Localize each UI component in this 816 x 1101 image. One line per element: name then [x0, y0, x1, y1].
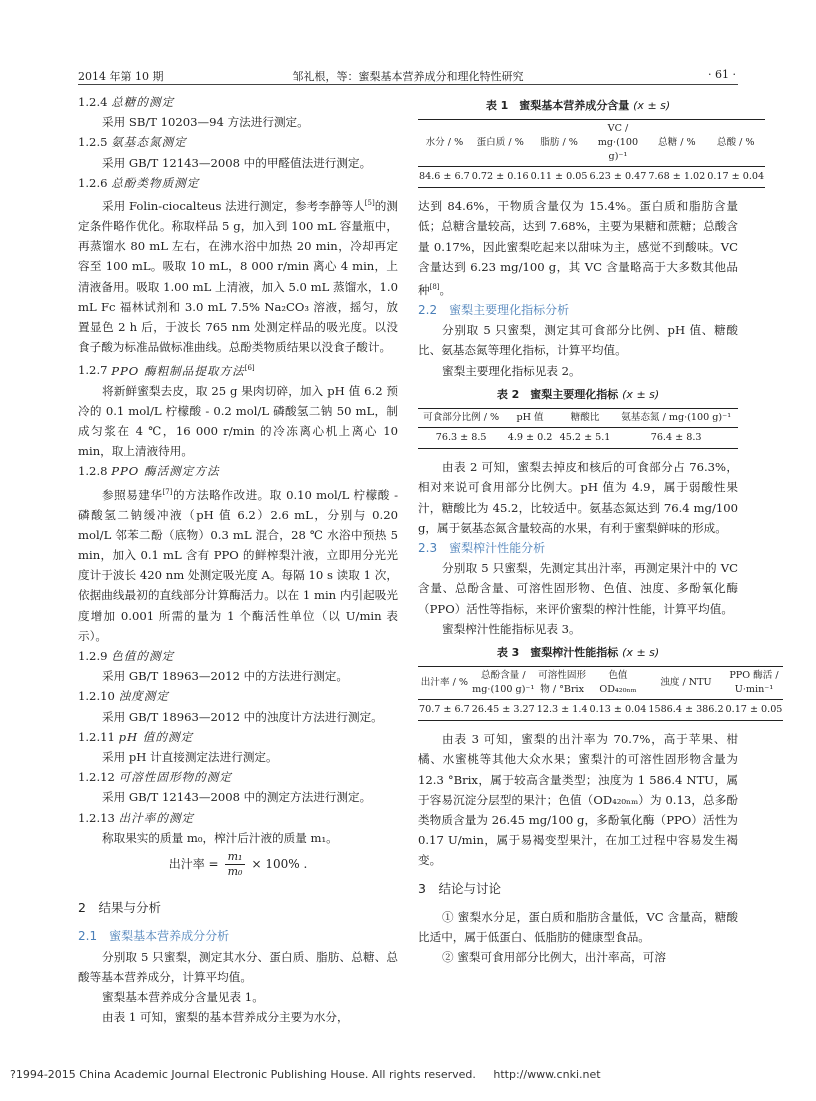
paragraph: 蜜梨主要理化指标见表 2。	[442, 363, 581, 378]
paragraph: 由表 3 可知，蜜梨的出汁率为 70.7%，高于苹果、柑橘、水蜜桃等其他大众水果；蜜梨汁的可溶性固形物含量为 12.3 °Brix，属于较高含量类型；浊度为 1 586.4 NTU，属于容易沉淀分层型的果汁；色值（OD₄₂₀ₙₘ）为 0.13，总多酚类物质含量为 26.45 mg/100 g，多酚氧化酶（PPO）活性为 0.17 U/min，属于易褐变型果汁，在加工过程中容易发生褐变。	[418, 732, 738, 868]
running-header	[78, 66, 738, 85]
section-heading: 1.2.12 可溶性固形物的测定	[78, 770, 232, 785]
paragraph: 分别取 5 只蜜梨，测定其水分、蛋白质、脂肪、总糖、总酸等基本营养成分，计算平均值。	[78, 949, 398, 984]
paragraph: 采用 GB/T 18963—2012 中的方法进行测定。	[102, 669, 348, 684]
table-header: 可溶性固形物 / °Brix	[536, 667, 589, 700]
paragraph: 分别取 5 只蜜梨，测定其可食部分比例、pH 值、糖酸比、氨基态氮等理化指标，计算平均值。	[418, 323, 738, 358]
paragraph: 由表 2 可知，蜜梨去掉皮和核后的可食部分占 76.3%，相对来说可食用部分比例大。pH 值为 4.9，属于弱酸性果汁，糖酸比为 45.2，比较适中。氨基态氮达到 76.4 mg/100 g，属于氨基态氮含量较高的水果，有利于蜜梨鲜味的形成。	[418, 460, 738, 535]
section-heading-2-1: 2.1 蜜梨基本营养成分分析	[78, 929, 230, 944]
table-header: 蛋白质 / %	[471, 120, 530, 167]
paragraph: 分别取 5 只蜜梨，先测定其出汁率，再测定果汁中的 VC 含量、总酚含量、可溶性固形物、色值、浊度、多酚氧化酶（PPO）活性等指标，来评价蜜梨的榨汁性能，计算平均值。	[418, 561, 738, 616]
section-heading: 1.2.9 色值的测定	[78, 649, 175, 664]
table-row: 76.3 ± 8.5 4.9 ± 0.2 45.2 ± 5.1 76.4 ± 8.3	[435, 432, 702, 444]
paragraph: 采用 SB/T 10203—94 方法进行测定。	[102, 115, 309, 130]
footer-link[interactable]: http://www.cnki.net	[493, 1068, 601, 1081]
section-heading-2: 2 结果与分析	[78, 900, 161, 916]
citation: [6]	[244, 363, 255, 372]
section-heading: 1.2.6 总酚类物质测定	[78, 175, 200, 190]
table-header: 总酸 / %	[706, 120, 765, 167]
table-3-caption: 表 3 蜜梨榨汁性能指标 (x ± s)	[496, 645, 660, 659]
table-header: 氨基态氮 / mg·(100 g)⁻¹	[614, 409, 738, 428]
paragraph: 采用 GB/T 18963—2012 中的浊度计方法进行测定。	[102, 709, 383, 724]
section-heading: 1.2.4 总糖的测定	[78, 95, 175, 109]
section-heading: 1.2.10 浊度测定	[78, 689, 169, 704]
table-header: 糖酸比	[556, 409, 614, 428]
section-heading: 1.2.11 pH 值的测定	[78, 729, 194, 744]
table-header: PPO 酶活 / U·min⁻¹	[725, 667, 784, 700]
section-heading-3: 3 结论与讨论	[418, 880, 501, 896]
right-column	[418, 92, 783, 967]
conclusion-item: ② 蜜梨可食用部分比例大，出汁率高，可溶	[442, 950, 666, 965]
paragraph: 称取果实的质量 m₀，榨汁后汁液的质量 m₁。	[102, 830, 338, 845]
section-heading: 1.2.8 PPO 酶活测定方法	[78, 464, 220, 479]
paragraph: 达到 84.6%，干物质含量仅为 15.4%。蛋白质和脂肪含量低；总糖含量较高，达到 7.68%，主要为果糖和蔗糖；总酸含量 0.17%，因此蜜梨吃起来以甜味为主，感觉不到酸味。VC 含量达到 6.23 mg/100 g，其 VC 含量略高于大多数其他品种[8]。	[418, 199, 738, 297]
table-2	[418, 408, 738, 449]
page-number: · 61 ·	[708, 68, 736, 81]
copyright-notice: ?1994-2015 China Academic Journal Electronic Publishing House. All rights reserved.	[10, 1068, 476, 1081]
table-3	[418, 666, 783, 721]
left-column	[78, 92, 398, 1027]
table-header: 可食部分比例 / %	[418, 409, 504, 428]
citation: [8]	[429, 283, 440, 292]
paragraph: 采用 GB/T 12143—2008 中的甲醛值法进行测定。	[102, 155, 372, 170]
paragraph: 采用 pH 计直接测定法进行测定。	[102, 750, 278, 765]
table-row: 70.7 ± 6.7 26.45 ± 3.27 12.3 ± 1.4 0.13 ± 0.04 1586.4 ± 386.2 0.17 ± 0.05	[419, 704, 783, 716]
paragraph: 参照易建华[7]的方法略作改进。取 0.10 mol/L 柠檬酸 - 磷酸氢二钠缓冲液（pH 值 6.2）2.6 mL，分别与 0.20 mol/L 邻苯二酚（底物）0.3 mL 混合，28 ℃ 水浴中预热 5 min，加入 0.1 mL 含有 PPO 的鲜榨梨汁液，立即用分光光度计于波长 420 nm 处测定吸光度 A。每隔 10 s 读取 1 次，依据曲线最初的直线部分计算酶活力。以在 1 min 内引起吸光度增加 0.001 所需的量为 1 个酶活性单位（以 U/min 表示）。	[78, 487, 398, 643]
issue-label: 2014 年第 10 期	[78, 70, 164, 83]
page-footer	[10, 1068, 601, 1081]
table-header: 水分 / %	[418, 120, 471, 167]
table-2-caption: 表 2 蜜梨主要理化指标 (x ± s)	[496, 387, 660, 401]
section-heading: 1.2.13 出汁率的测定	[78, 810, 195, 825]
running-title: 邹礼根，等：蜜梨基本营养成分和理化特性研究	[292, 70, 524, 83]
juice-yield-formula: 出汁率 = $\frac{\text{m₁}}{\text{m₀}}$ × 100% .	[168, 850, 308, 879]
paragraph: 采用 Folin-ciocalteus 法进行测定，参考李静等人[5]的测定条件略作优化。称取样品 5 g，加入到 100 mL 容量瓶中，再蒸馏水 80 mL 左右，在沸水浴中加热 20 min，冷却再定容至 100 mL。吸取 10 mL，8 000 r/min 离心 4 min，上清液备用。吸取 1.00 mL 上清液，加入 5.0 mL 蒸馏水，1.0 mL Fc 福林试剂和 3.0 mL 7.5% Na₂CO₃ 溶液，摇匀，放置显色 2 h 后，于波长 765 nm 处测定样品的吸光度。以没食子酸为标准品做标准曲线。总酚类物质结果以没食子酸计。	[78, 198, 398, 355]
table-1	[418, 119, 765, 188]
section-heading-2-3: 2.3 蜜梨榨汁性能分析	[418, 540, 546, 555]
section-heading-2-2: 2.2 蜜梨主要理化指标分析	[418, 303, 570, 318]
table-header: 色值 OD₄₂₀ₙₘ	[589, 667, 648, 700]
table-header: 浊度 / NTU	[647, 667, 724, 700]
table-1-caption: 表 1 蜜梨基本营养成分含量 (x ± s)	[485, 99, 671, 112]
citation: [7]	[162, 487, 173, 496]
table-header: 总酚含量 / mg·(100 g)⁻¹	[471, 667, 536, 700]
paragraph: 蜜梨基本营养成分含量见表 1。	[102, 989, 264, 1004]
table-header: pH 值	[504, 409, 556, 428]
section-heading: 1.2.7 PPO 酶粗制品提取方法[6]	[78, 363, 255, 378]
paragraph: 将新鲜蜜梨去皮，取 25 g 果肉切碎，加入 pH 值 6.2 预冷的 0.1 mol/L 柠檬酸 - 0.2 mol/L 磷酸氢二钠 50 mL，制成匀浆在 4 ℃，16 000 r/min 的冷冻离心机上离心 10 min，取上清液待用。	[78, 383, 398, 459]
table-header: 脂肪 / %	[530, 120, 589, 167]
section-heading: 1.2.5 氨基态氮测定	[78, 135, 187, 150]
table-row: 84.6 ± 6.7 0.72 ± 0.16 0.11 ± 0.05 6.23 ± 0.47 7.68 ± 1.02 0.17 ± 0.04	[419, 171, 765, 183]
table-header: 出汁率 / %	[418, 667, 471, 700]
table-header: VC / mg·(100 g)⁻¹	[589, 120, 648, 167]
citation: [5]	[364, 199, 375, 208]
table-header: 总糖 / %	[647, 120, 706, 167]
paragraph: 蜜梨榨汁性能指标见表 3。	[442, 621, 581, 636]
conclusion-item: ① 蜜梨水分足，蛋白质和脂肪含量低，VC 含量高，糖酸比适中，属于低蛋白、低脂肪的健康型食品。	[418, 909, 738, 944]
paragraph: 由表 1 可知，蜜梨的基本营养成分主要为水分，	[102, 1010, 349, 1025]
paragraph: 采用 GB/T 12143—2008 中的测定方法进行测定。	[102, 790, 372, 805]
